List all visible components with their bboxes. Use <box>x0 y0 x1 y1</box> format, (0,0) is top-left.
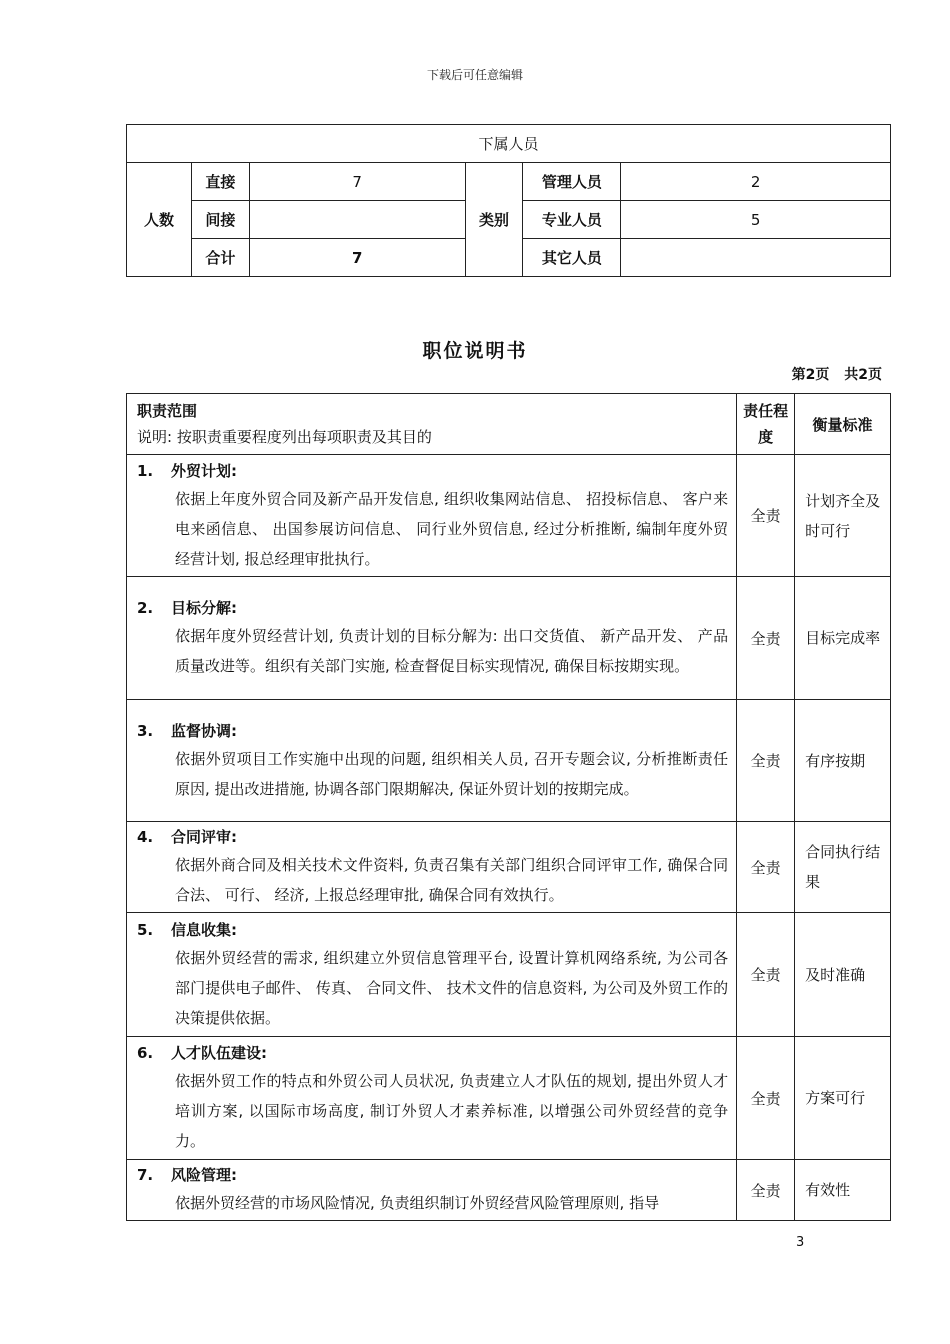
row-value <box>249 201 465 239</box>
category-row-label: 专业人员 <box>523 201 621 239</box>
duty-cell <box>127 1160 737 1221</box>
duty-number: 2. <box>137 599 154 617</box>
duty-title: 人才队伍建设: <box>171 1044 267 1062</box>
duty-title-line <box>137 595 728 621</box>
duty-row <box>127 913 891 1037</box>
duty-cell <box>127 577 737 700</box>
duty-number: 3. <box>137 721 154 740</box>
duty-standard: 方案可行 <box>795 1037 891 1160</box>
duty-description: 依据年度外贸经营计划, 负责计划的目标分解为: 出口交货值、 新产品开发、 产品质量改进等。组织有关部门实施, 检查督促目标实现情况, 确保目标按期实现。 <box>175 627 729 675</box>
duty-degree: 全责 <box>737 913 795 1037</box>
count-label: 人数 <box>127 163 192 277</box>
duty-row <box>127 700 891 822</box>
header-note: 下载后可任意编辑 <box>426 68 523 82</box>
duty-row <box>127 455 891 577</box>
duty-row <box>127 822 891 913</box>
subordinates-title: 下属人员 <box>127 125 891 163</box>
duty-title-line <box>137 917 728 943</box>
duty-number: 4. <box>137 828 154 846</box>
duty-number: 6. <box>137 1044 154 1062</box>
duty-description: 依据外商合同及相关技术文件资料, 负责召集有关部门组织合同评审工作, 确保合同合法、 可行、 经济, 上报总经理审批, 确保合同有效执行。 <box>175 856 729 904</box>
subordinates-table <box>126 124 891 277</box>
duty-description: 依据外贸经营的需求, 组织建立外贸信息管理平台, 设置计算机网络系统, 为公司各部门提供电子邮件、 传真、 合同文件、 技术文件的信息资料, 为公司及外贸工作的决策提供依据。 <box>175 948 729 1027</box>
duty-standard: 合同执行结果 <box>795 822 891 913</box>
duty-title-line <box>137 718 728 744</box>
duty-cell <box>127 913 737 1037</box>
duty-standard: 有效性 <box>795 1160 891 1221</box>
duty-description: 依据外贸项目工作实施中出现的问题, 组织相关人员, 召开专题会议, 分析推断责任原因, 提出改进措施, 协调各部门限期解决, 保证外贸计划的按期完成。 <box>175 749 729 798</box>
duty-number: 5. <box>137 920 154 939</box>
duty-cell <box>127 822 737 913</box>
duty-title: 监督协调: <box>171 721 237 740</box>
duty-row <box>127 1160 891 1221</box>
duty-standard: 计划齐全及时可行 <box>795 455 891 577</box>
duties-header-scope-cell <box>127 394 737 455</box>
category-row-label: 其它人员 <box>523 239 621 277</box>
duty-degree: 全责 <box>737 822 795 913</box>
category-label: 类别 <box>465 163 523 277</box>
duty-description: 依据上年度外贸合同及新产品开发信息, 组织收集网站信息、 招投标信息、 客户来电来函信息、 出国参展访问信息、 同行业外贸信息, 经过分析推断, 编制年度外贸经营计划, 报总经理审批执行。 <box>175 489 729 568</box>
duty-title-line <box>137 1162 728 1188</box>
duties-note: 说明: 按职责重要程度列出每项职责及其目的 <box>137 428 432 446</box>
standard-header: 衡量标准 <box>795 394 891 455</box>
duty-title: 合同评审: <box>171 828 237 846</box>
page-total: 共2页 <box>844 367 882 383</box>
row-label: 直接 <box>191 163 249 201</box>
duty-degree: 全责 <box>737 1037 795 1160</box>
duties-table <box>126 393 891 1221</box>
category-row-value: 2 <box>621 163 891 201</box>
duty-title: 信息收集: <box>171 920 237 939</box>
category-row-value <box>621 239 891 277</box>
duty-description: 依据外贸经营的市场风险情况, 负责组织制订外贸经营风险管理原则, 指导 <box>175 1194 660 1212</box>
category-row-label: 管理人员 <box>523 163 621 201</box>
row-value: 7 <box>249 239 465 277</box>
duty-title-line <box>137 458 728 484</box>
duty-row <box>127 1037 891 1160</box>
duties-header-row <box>127 394 891 455</box>
duty-degree: 全责 <box>737 700 795 822</box>
page-number: 3 <box>796 1235 805 1250</box>
duty-title: 外贸计划: <box>171 461 237 480</box>
page-current: 第2页 <box>791 367 830 383</box>
duty-number: 1. <box>137 461 154 480</box>
duty-degree: 全责 <box>737 455 795 577</box>
duty-number: 7. <box>137 1166 154 1184</box>
duty-cell <box>127 700 737 822</box>
duty-description: 依据外贸工作的特点和外贸公司人员状况, 负责建立人才队伍的规划, 提出外贸人才培训方案, 以国际市场高度, 制订外贸人才素养标准, 以增强公司外贸经营的竞争力。 <box>175 1072 729 1150</box>
duty-standard: 及时准确 <box>795 913 891 1037</box>
duty-standard: 有序按期 <box>795 700 891 822</box>
duty-cell <box>127 1037 737 1160</box>
duty-title: 目标分解: <box>171 599 237 617</box>
row-value: 7 <box>249 163 465 201</box>
degree-header: 责任程度 <box>737 394 795 455</box>
duty-title-line <box>137 1040 728 1066</box>
duty-degree: 全责 <box>737 1160 795 1221</box>
row-label: 合计 <box>191 239 249 277</box>
duty-cell <box>127 455 737 577</box>
duty-standard: 目标完成率 <box>795 577 891 700</box>
duty-degree: 全责 <box>737 577 795 700</box>
duties-scope-label: 职责范围 <box>137 402 198 420</box>
duty-row <box>127 577 891 700</box>
duty-title: 风险管理: <box>171 1166 237 1184</box>
duty-title-line <box>137 824 728 850</box>
category-row-value: 5 <box>621 201 891 239</box>
page-info <box>782 364 882 384</box>
document-title: 职位说明书 <box>422 340 528 362</box>
row-label: 间接 <box>191 201 249 239</box>
